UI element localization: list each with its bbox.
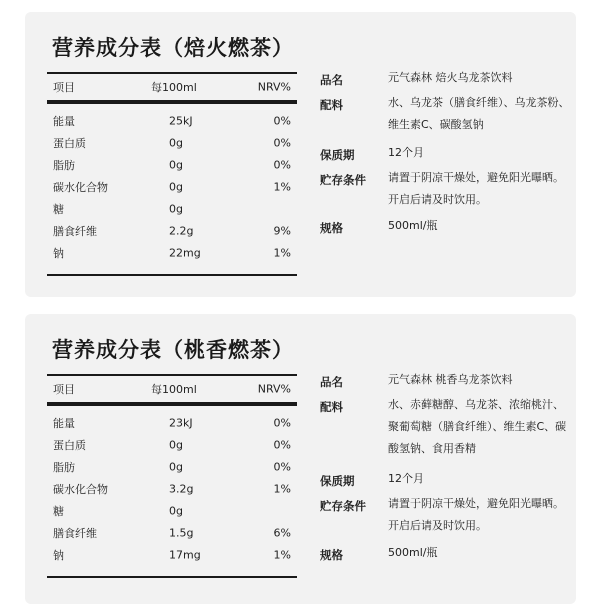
nutrient-name: 糖 bbox=[53, 203, 64, 216]
nutrient-amount: 0g bbox=[169, 180, 183, 194]
table-row bbox=[47, 242, 297, 264]
info-key: 保质期 bbox=[320, 474, 355, 488]
nutrition-table bbox=[47, 374, 297, 578]
nutrient-name: 脂肪 bbox=[53, 461, 75, 474]
nutrient-nrv: 0% bbox=[273, 114, 291, 128]
info-key: 品名 bbox=[320, 375, 343, 389]
nutrient-name: 糖 bbox=[53, 505, 64, 518]
nutrient-name: 蛋白质 bbox=[53, 439, 86, 452]
nutrient-amount: 0g bbox=[169, 158, 183, 172]
table-row bbox=[47, 220, 297, 242]
info-key: 规格 bbox=[320, 548, 343, 562]
table-row bbox=[47, 456, 297, 478]
info-value: 请置于阴凉干燥处，避免阳光曝晒。开启后请及时饮用。 bbox=[388, 497, 564, 532]
nutrition-panel-peach bbox=[25, 314, 576, 604]
table-row bbox=[47, 132, 297, 154]
table-header bbox=[47, 74, 297, 104]
nutrient-name: 钠 bbox=[53, 549, 64, 562]
nutrient-name: 能量 bbox=[53, 115, 75, 128]
info-key: 规格 bbox=[320, 221, 343, 235]
nutrient-name: 脂肪 bbox=[53, 159, 75, 172]
nutrient-nrv: 0% bbox=[273, 158, 291, 172]
info-value: 请置于阴凉干燥处，避免阳光曝晒。开启后请及时饮用。 bbox=[388, 171, 564, 206]
nutrient-amount: 25kJ bbox=[169, 114, 193, 128]
nutrient-nrv: 1% bbox=[273, 548, 291, 562]
info-key: 保质期 bbox=[320, 148, 355, 162]
table-row bbox=[47, 176, 297, 198]
nutrient-amount: 1.5g bbox=[169, 526, 194, 540]
panel-title: 营养成分表（焙火燃茶） bbox=[52, 36, 294, 60]
nutrition-table bbox=[47, 72, 297, 276]
info-value: 水、赤藓糖醇、乌龙茶、浓缩桃汁、聚葡萄糖（膳食纤维）、维生素C、碳酸氢钠、食用香精 bbox=[388, 398, 567, 455]
nutrient-name: 钠 bbox=[53, 247, 64, 260]
nutrient-amount: 0g bbox=[169, 202, 183, 216]
table-row bbox=[47, 544, 297, 566]
header-per100ml: 每100ml bbox=[151, 81, 197, 94]
info-value: 水、乌龙茶（膳食纤维）、乌龙茶粉、维生素C、碳酸氢钠 bbox=[388, 96, 570, 131]
info-value: 500ml/瓶 bbox=[388, 546, 438, 559]
nutrient-nrv: 6% bbox=[273, 526, 291, 540]
header-item: 项目 bbox=[53, 81, 75, 94]
nutrient-nrv: 0% bbox=[273, 416, 291, 430]
info-value: 12个月 bbox=[388, 146, 424, 159]
nutrient-name: 碳水化合物 bbox=[53, 483, 108, 496]
nutrient-amount: 3.2g bbox=[169, 482, 194, 496]
info-key: 配料 bbox=[320, 98, 343, 112]
info-value: 元气森林 焙火乌龙茶饮料 bbox=[388, 71, 513, 84]
nutrient-name: 碳水化合物 bbox=[53, 181, 108, 194]
nutrient-name: 膳食纤维 bbox=[53, 225, 97, 238]
table-row bbox=[47, 198, 297, 220]
nutrient-nrv: 0% bbox=[273, 438, 291, 452]
header-nrv: NRV% bbox=[257, 382, 291, 396]
table-row bbox=[47, 412, 297, 434]
nutrient-nrv: 0% bbox=[273, 460, 291, 474]
table-row bbox=[47, 522, 297, 544]
header-per100ml: 每100ml bbox=[151, 383, 197, 396]
nutrient-nrv: 1% bbox=[273, 246, 291, 260]
nutrition-panel-roasted bbox=[25, 12, 576, 297]
nutrient-amount: 0g bbox=[169, 460, 183, 474]
nutrient-amount: 22mg bbox=[169, 246, 201, 260]
nutrient-amount: 2.2g bbox=[169, 224, 194, 238]
nutrient-amount: 0g bbox=[169, 504, 183, 518]
nutrient-amount: 0g bbox=[169, 136, 183, 150]
nutrient-nrv: 1% bbox=[273, 180, 291, 194]
header-nrv: NRV% bbox=[257, 80, 291, 94]
info-value: 500ml/瓶 bbox=[388, 219, 438, 232]
nutrient-nrv: 1% bbox=[273, 482, 291, 496]
nutrient-nrv: 9% bbox=[273, 224, 291, 238]
nutrient-nrv: 0% bbox=[273, 136, 291, 150]
table-row bbox=[47, 478, 297, 500]
info-key: 品名 bbox=[320, 73, 343, 87]
nutrient-name: 膳食纤维 bbox=[53, 527, 97, 540]
table-row bbox=[47, 154, 297, 176]
nutrient-name: 能量 bbox=[53, 417, 75, 430]
nutrient-amount: 23kJ bbox=[169, 416, 193, 430]
nutrient-amount: 17mg bbox=[169, 548, 201, 562]
table-row bbox=[47, 500, 297, 522]
nutrient-amount: 0g bbox=[169, 438, 183, 452]
header-item: 项目 bbox=[53, 383, 75, 396]
info-key: 配料 bbox=[320, 400, 343, 414]
info-value: 元气森林 桃香乌龙茶饮料 bbox=[388, 373, 513, 386]
table-row bbox=[47, 434, 297, 456]
info-value: 12个月 bbox=[388, 472, 424, 485]
table-row bbox=[47, 110, 297, 132]
table-header bbox=[47, 376, 297, 406]
nutrient-name: 蛋白质 bbox=[53, 137, 86, 150]
info-key: 贮存条件 bbox=[320, 499, 366, 513]
panel-title: 营养成分表（桃香燃茶） bbox=[52, 338, 294, 362]
info-key: 贮存条件 bbox=[320, 173, 366, 187]
